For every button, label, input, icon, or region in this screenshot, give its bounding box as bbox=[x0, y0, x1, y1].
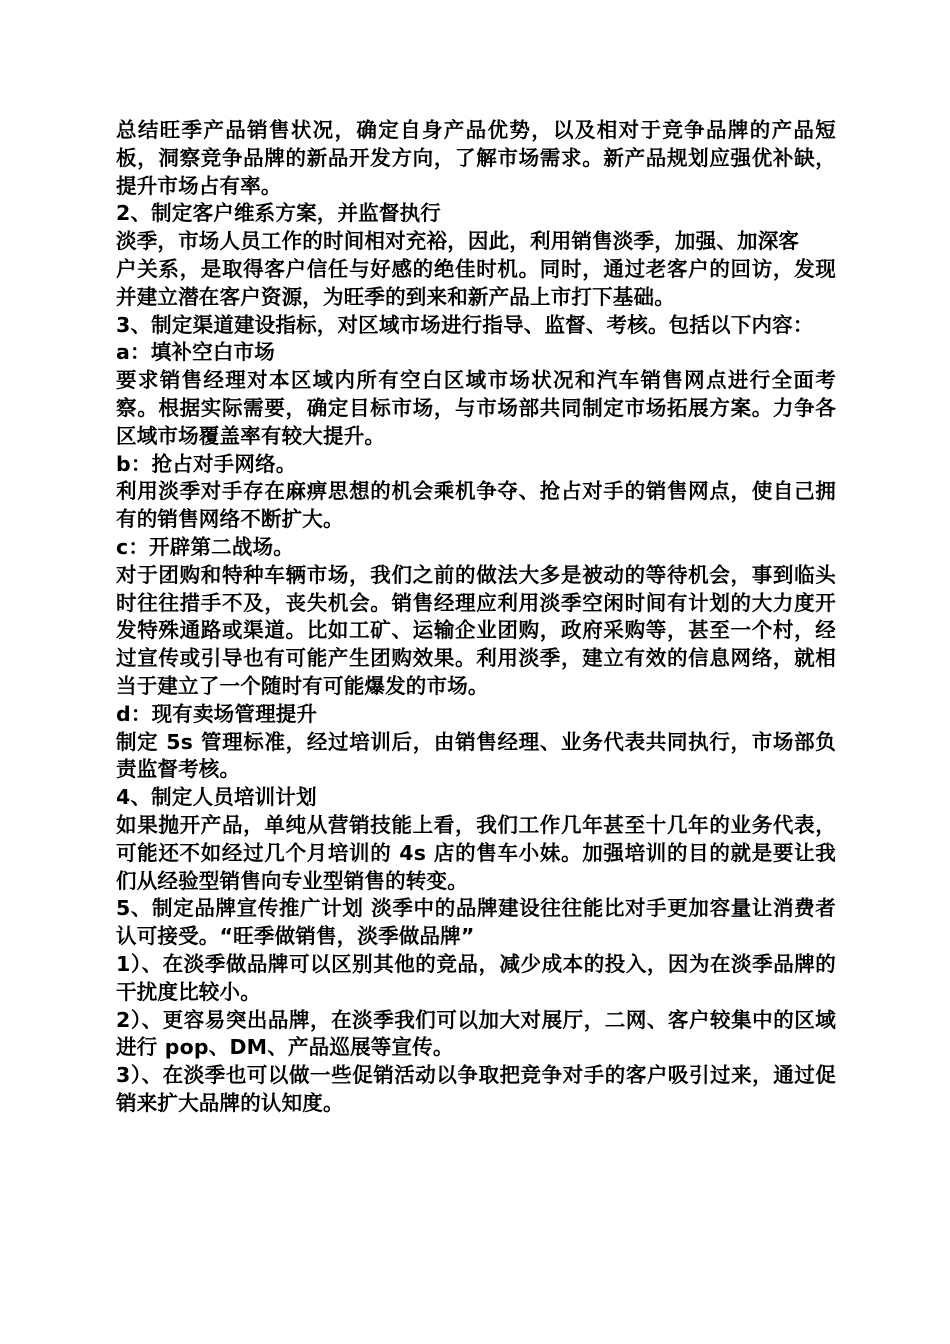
heading-second-front: c：开辟第二战场。 bbox=[116, 534, 294, 559]
paragraph-customer-relations: 户关系，是取得客户信任与好感的绝佳时机。同时，通过老客户的回访，发现并建立潜在客户资源，为旺季的到来和新产品上市打下基础。 bbox=[116, 256, 836, 309]
paragraph-store-management: 制定 5s 管理标准，经过培训后，由销售经理、业务代表共同执行，市场部负责监督考核。 bbox=[116, 729, 836, 782]
heading-brand-promotion: 5、制定品牌宣传推广计划 淡季中的品牌建设往往能比对手更加容量让消费者认可接受。“旺季做销售，淡季做品牌” bbox=[116, 896, 836, 949]
heading-seize-network: b：抢占对手网络。 bbox=[116, 451, 297, 476]
paragraph-staff-training: 如果抛开产品，单纯从营销技能上看，我们工作几年甚至十几年的业务代表，可能还不如经过几个月培训的 4s 店的售车小妹。加强培训的目的就是要让我们从经验型销售向专业型销售的转变。 bbox=[116, 812, 836, 893]
paragraph-seize-network: 利用淡季对手存在麻痹思想的机会乘机争夺、抢占对手的销售网点，使自己拥有的销售网络不断扩大。 bbox=[116, 479, 836, 532]
heading-customer-maintenance: 2、制定客户维系方案，并监督执行 bbox=[116, 201, 441, 226]
heading-staff-training: 4、制定人员培训计划 bbox=[116, 785, 317, 810]
paragraph-summary: 总结旺季产品销售状况，确定自身产品优势，以及相对于竞争品牌的产品短板，洞察竞争品牌的新品开发方向，了解市场需求。新产品规划应强优补缺，提升市场占有率。 bbox=[116, 118, 836, 198]
list-item-brand-3: 3）、在淡季也可以做一些促销活动以争取把竞争对手的客户吸引过来，通过促销来扩大品牌的认知度。 bbox=[116, 1063, 836, 1115]
document-body bbox=[116, 117, 836, 1118]
heading-fill-blank-market: a：填补空白市场 bbox=[116, 340, 275, 365]
paragraph-off-season: 淡季，市场人员工作的时间相对充裕，因此，利用销售淡季，加强、加深客 bbox=[116, 229, 800, 254]
list-item-brand-1: 1）、在淡季做品牌可以区别其他的竞品，减少成本的投入，因为在淡季品牌的干扰度比较小。 bbox=[116, 951, 836, 1004]
heading-store-management: d：现有卖场管理提升 bbox=[116, 701, 318, 726]
paragraph-second-front: 对于团购和特种车辆市场，我们之前的做法大多是被动的等待机会，事到临头时往往措手不及，丧失机会。销售经理应利用淡季空闲时间有计划的大力度开发特殊通路或渠道。比如工矿、运输企业团购，政府采购等，甚至一个村，经过宣传或引导也有可能产生团购效果。利用淡季，建立有效的信息网络，就相当于建立了一个随时有可能爆发的市场。 bbox=[116, 562, 836, 698]
list-item-brand-2: 2）、更容易突出品牌，在淡季我们可以加大对展厅，二网、客户较集中的区域进行 pop、DM、产品巡展等宣传。 bbox=[116, 1007, 836, 1060]
paragraph-fill-blank-market: 要求销售经理对本区域内所有空白区域市场状况和汽车销售网点进行全面考察。根据实际需要，确定目标市场，与市场部共同制定市场拓展方案。力争各区域市场覆盖率有较大提升。 bbox=[116, 368, 836, 448]
heading-channel-building: 3、制定渠道建设指标，对区域市场进行指导、监督、考核。包括以下内容： bbox=[116, 312, 814, 337]
